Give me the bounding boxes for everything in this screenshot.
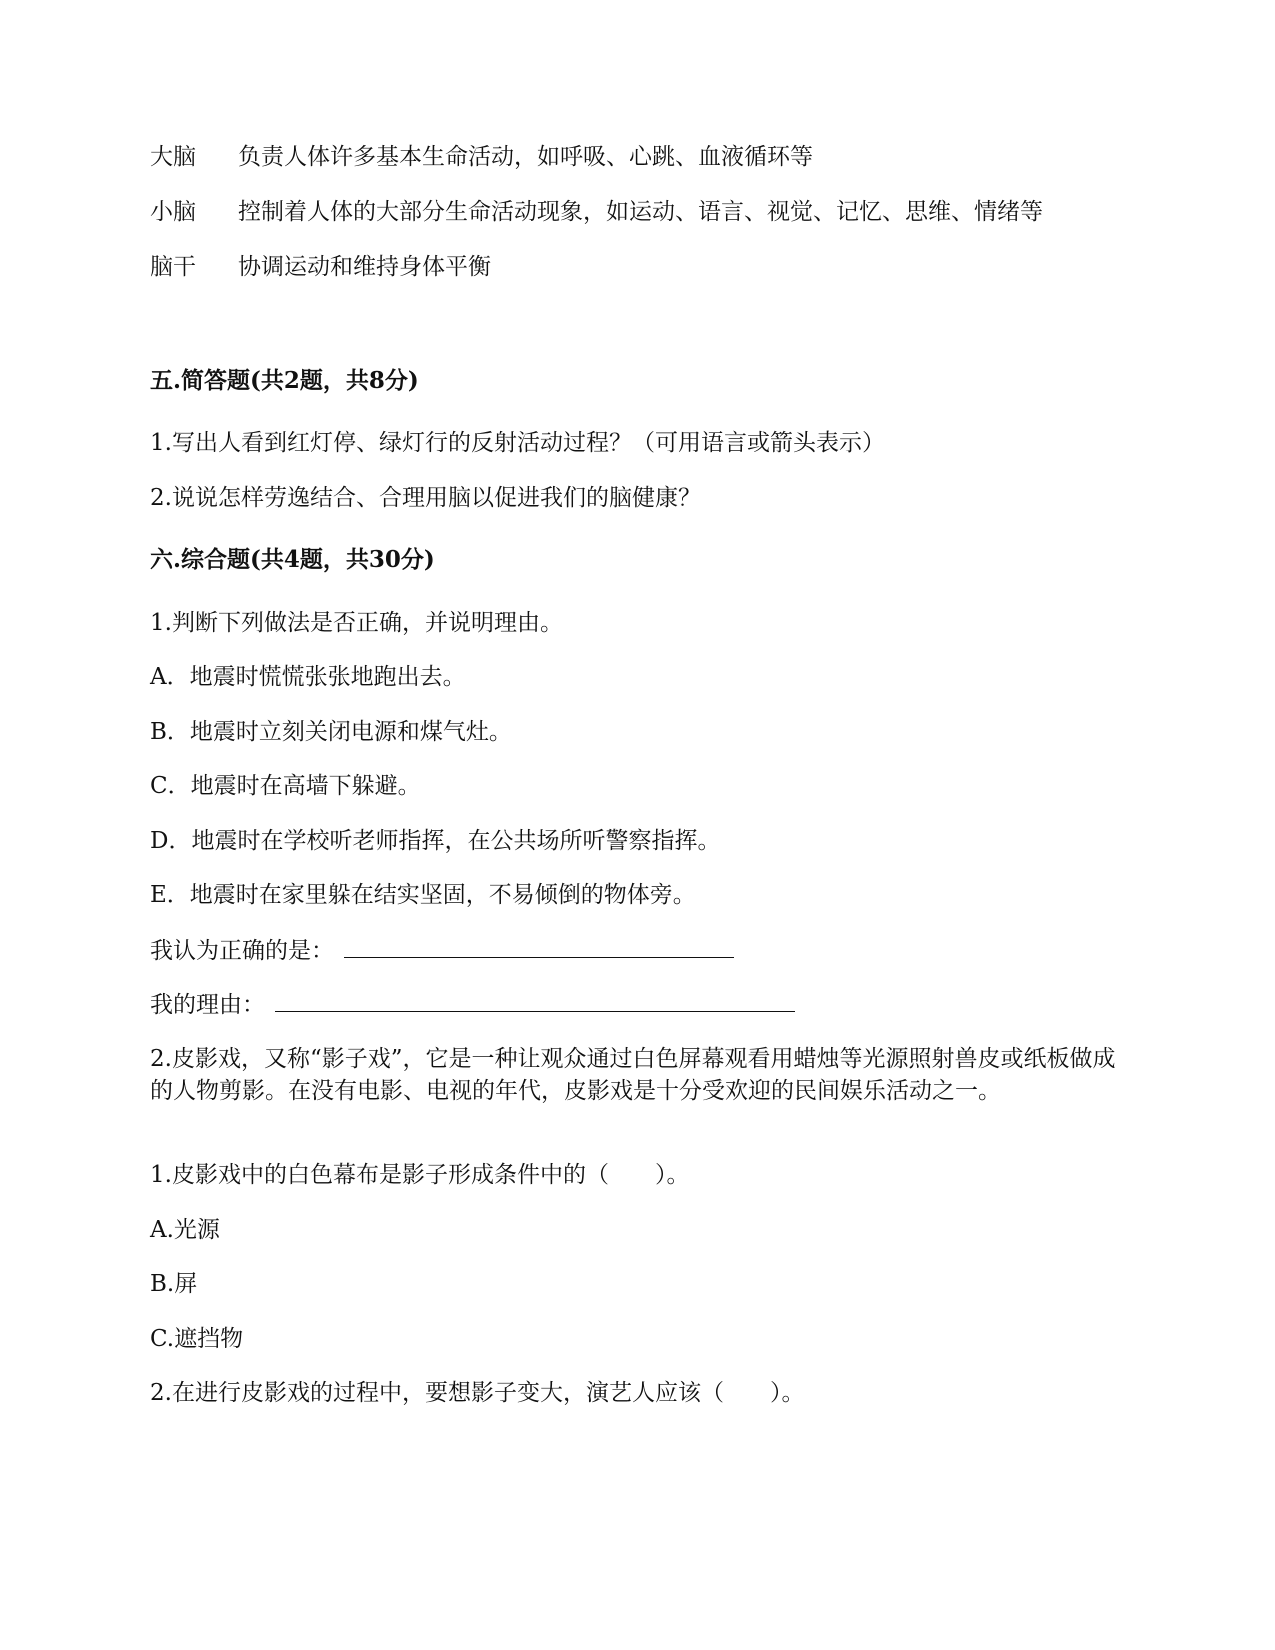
matching-desc: 负责人体许多基本生命活动，如呼吸、心跳、血液循环等 bbox=[238, 144, 813, 170]
passage-text: 2.皮影戏，又称“影子戏”，它是一种让观众通过白色屏幕观看用蜡烛等光源照射兽皮或纸板做成的人物剪影。在没有电影、电视的年代，皮影戏是十分受欢迎的民间娱乐活动之一。 bbox=[150, 1046, 1116, 1104]
matching-term: 脑干 bbox=[150, 254, 196, 280]
option-item: A.光源 bbox=[150, 1217, 220, 1243]
question-text: 1.皮影戏中的白色幕布是影子形成条件中的（ ）。 bbox=[150, 1162, 690, 1188]
question-text: 2.在进行皮影戏的过程中，要想影子变大，演艺人应该（ ）。 bbox=[150, 1380, 805, 1406]
option-item: C.遮挡物 bbox=[150, 1326, 244, 1352]
matching-row bbox=[150, 252, 491, 282]
answer-row bbox=[150, 935, 734, 966]
matching-desc: 控制着人体的大部分生命活动现象，如运动、语言、视觉、记忆、思维、情绪等 bbox=[238, 199, 1043, 225]
section-heading: 五.简答题(共2题，共8分) bbox=[150, 367, 419, 394]
answer-label: 我认为正确的是： bbox=[150, 938, 334, 964]
matching-term: 大脑 bbox=[150, 144, 196, 170]
reason-blank[interactable] bbox=[275, 989, 795, 1012]
question-text: 1.判断下列做法是否正确，并说明理由。 bbox=[150, 610, 563, 636]
option-item: A．地震时慌慌张张地跑出去。 bbox=[150, 664, 466, 690]
question-text: 1.写出人看到红灯停、绿灯行的反射活动过程？（可用语言或箭头表示） bbox=[150, 430, 885, 456]
option-item: C．地震时在高墙下躲避。 bbox=[150, 773, 421, 799]
option-item: B.屏 bbox=[150, 1271, 198, 1297]
question-text: 2.说说怎样劳逸结合、合理用脑以促进我们的脑健康？ bbox=[150, 485, 701, 511]
reason-row bbox=[150, 989, 795, 1020]
matching-row bbox=[150, 197, 1043, 227]
matching-term: 小脑 bbox=[150, 199, 196, 225]
option-item: D．地震时在学校听老师指挥，在公共场所听警察指挥。 bbox=[150, 828, 721, 854]
answer-blank[interactable] bbox=[344, 935, 734, 958]
section-heading: 六.综合题(共4题，共30分) bbox=[150, 546, 435, 573]
option-item: B．地震时立刻关闭电源和煤气灶。 bbox=[150, 719, 512, 745]
option-item: E．地震时在家里躲在结实坚固，不易倾倒的物体旁。 bbox=[150, 882, 696, 908]
matching-row bbox=[150, 142, 813, 172]
matching-desc: 协调运动和维持身体平衡 bbox=[238, 254, 491, 280]
reason-label: 我的理由： bbox=[150, 992, 265, 1018]
